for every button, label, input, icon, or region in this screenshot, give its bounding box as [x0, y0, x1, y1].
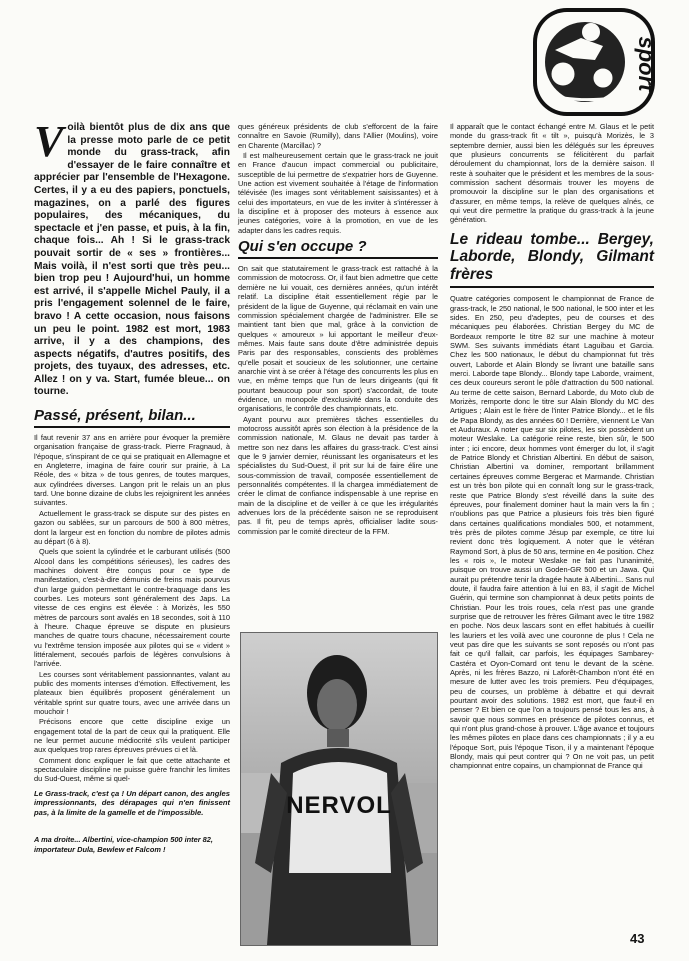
paragraph: Il apparaît que le contact échangé entre M. Glaus et le petit monde du grass-track fit « tilt », puisqu'à Morizès, le 3 septembre dernier, aussi bien les délégués sur les épreuves que plusieurs concurrents se félicitèrent du parfait déroulement du championnat, lors de la dernière saison. Il reste à souhaiter que le président et les membres de la sous-commission sachent désormais trouver les moyens de promouvoir la discipline sur le plan des organisations et d'assurer, en même temps, la relève de quelques aînés, ce qui veut dire permettre la pratique du grass-track à la jeune génération.: [450, 122, 654, 225]
section-heading-qui: Qui s'en occupe ?: [238, 238, 438, 259]
column-3: [450, 122, 654, 772]
section-heading-rideau: Le rideau tombe... Bergey, Laborde, Blondy, Gilmant frères: [450, 231, 654, 289]
sport-logo-text: sport: [634, 36, 659, 92]
sport-logo: [533, 8, 659, 116]
rider-photo: [240, 632, 438, 946]
paragraph: Précisons encore que cette discipline exige un engagement total de la part de ceux qui la pratiquent. Elle ne leur permet aucune médiocrité s'ils veulent participer aux quelques trop rares épreuves prévues ci et là.: [34, 717, 230, 755]
paragraph: Actuellement le grass-track se dispute sur des pistes en gazon ou sablées, sur un parcours de 500 à 800 mètres, dont la largeur est en fonction du nombre de pilotes admis au départ (6 à 8).: [34, 508, 230, 546]
intro-paragraph: [34, 117, 230, 399]
paragraph: Quels que soient la cylindrée et le carburant utilisés (500 Alcool dans les compétitions sérieuses), les cadres des machines doivent être conçus pour ce type de manifestation, c'est-à-dire démunis de freins mais pourvus d'un large guidon permettant le contre-braquage dans les courbes. Les moteurs sont généralement des Japs. La vitesse de ces engins est élevée : à Morizès, les 550 mètres de parcours sont avalés en 18 secondes, soit à 110 à l'heure. Chaque épreuve se dispute en plusieurs manches de quatre tours chacune, nécessairement courte vu l'extrême tension imposée aux pilotes qui se « vident » littéralement, secoués parfois de légères convulsions à l'arrivée.: [34, 547, 230, 669]
paragraph: Il faut revenir 37 ans en arrière pour évoquer la première organisation française de grass-track. Pierre Fragnaud, à l'époque, s'inspirant de ce qui se pratiquait en Allemagne et en Angleterre, imagina de faire courir sur prairie, à La Réole, des « bitza » de tous genres, de toutes marques, aux cylindrées diverses. Langon prit le relais un an plus tard. Une bonne dizaine de clubs les rejoignirent les années suivantes.: [34, 433, 230, 508]
photo-caption-albertini: A ma droite... Albertini, vice-champion 500 inter 82, importateur Dula, Bewlew et Falcom !: [34, 835, 213, 854]
bib-text: NERVOL: [286, 792, 392, 819]
paragraph: Les courses sont véritablement passionnantes, valant au public des moments intenses d'émotion. Effectivement, les plateaux bien équilibrés proposent généralement un véritable sprint sur quatre tours, avec une arrivée dans un mouchoir !: [34, 669, 230, 717]
paragraph: Ayant pourvu aux premières tâches essentielles du motocross aussitôt après son élection à la présidence de la commission nationale, M. Glaus ne devait pas tarder à mettre son nez dans les affaires du grass-track. C'est ainsi que le 9 janvier dernier, réunissant les organisateurs et les spécialistes du Sud-Ouest, il prit sur lui de faire élire une sous-commission de travail, composée essentiellement de personnalités compétentes. Il la chargea immédiatement de créer le climat de confiance indispensable à une reprise en main de la discipline et de veiller à ce que les irrégularités advenues lors de la précédente saison ne se reproduisent pas. Il fit, peu de temps après, officialiser ladite sous-commission par le comité directeur de la FFM.: [238, 414, 438, 536]
paragraph: Comment donc expliquer le fait que cette attachante et spectaculaire discipline ne puisse guère franchir les limites du Sud-Ouest, même si quel-: [34, 755, 230, 784]
photo-caption-grass-track: Le Grass-track, c'est ça ! Un départ canon, des angles impressionnants, des dérapages qui n'en finissent pas, à la limite de la gamelle et de l'impossible.: [34, 788, 230, 817]
paragraph: Quatre catégories composent le championnat de France de grass-track, le 250 national, le 500 national, le 500 inter et les sides. En 250, peu d'adeptes, peu de courses et des mécaniques peu élaborées. Christian Bergey du MC de Bordeaux remporte le titre 82 sur une machine à moteur SWM. Ses suivants immédiats étant Laguibau et Garcia. Chez les 500 nationaux, le début du championnat fut très ouvert, Laborde et Alain Blondy se livrant une bataille sans merci. Laborde tape Blondy... Blondy tape Laborde, vraiment, ces deux coureurs seront le pôle d'attraction du 500 national. Au terme de cette saison, Bernard Laborde, du Moto club de Morizès, remporte donc le titre sur Alain Blondy du MC des Artigues ; Alain est le frère de l'inter Patrice Blondy... et le fils de Papa Blondy, as des années 60 ! Derrière, viennent Le Van et Auduraux. A noter que sur six pilotes, les six possèdent un moteur Weslake. La catégorie reine reste, bien sûr, le 500 inter ; ici encore, deux hommes vont émerger du lot, il s'agit de Patrice Blondy et Christian Albertini. En début de saison, Christian Albertini va dominer, remportant brillamment certaines épreuves comme Bergerac et Marmande. Christian est un très bon pilote qui en connaît long sur le grass-track, reste que Patrice Blondy s'est réveillé dans la suite des épreuves, pour finalement dominer haut la main vers la fin ; n'oublions pas que Patrice a plusieurs fois très bien figuré dans certaines qualifications mondiales 500, et notamment, très près de pilotes comme Jésup par exemple, ce titre lui revient donc très logiquement. A noter que le vétéran Raymond Sort, à plus de 50 ans, termine en 4e position. Chez les « rois », le moteur Weslake ne fait pas l'unanimité, puisque on trouve aussi un Goden-GR 500 et un Jawa. Qui aurait pu prétendre tenir la dragée haute à Albertini... Sans nul doute, il faudra faire attention à lui en 83, il s'agit de Michel Guérin, qui termine son championnat à deux petits points de Christian. Pour les trois roues, cela n'est pas une grande surprise que de retrouver les frères Gilmant avec le titre 1982 en poche. Nos deux lascars sont en effet habitués à cueillir les lauriers et les voilà avec une couronne de plus ! Cela ne veut pas dire que les suivants se sont reposés ou n'ont pas fait ce qu'il fallait, car parfois, les équipages Sambarey-Castéra et Oyon-Comard ont tenu le devant de la scène. Après, ni les frères Bazzo, ni Laforêt-Chambon n'ont été en mesure de lutter avec les trois premiers. Peu d'équipages, peu de courses, un problème à débattre et qui devrait pourtant avoir des solutions. 1982 est mort, que faut-il en penser ? Et bien ce que l'on a toujours pensé tous les ans, à savoir que nous sommes en présence de pilotes connus, et qui n'ont plus grand-chose à prouver. L'âge avance et toujours les mêmes pilotes en place dans ces championnats ; il y a eu l'époque Sort, puis l'époque Tison, il y a maintenant l'époque Blondy, mais qui peut contrer qui ? On ne voit pas, un petit championnat entre copains, un championnat de France qui: [450, 294, 654, 771]
paragraph: On sait que statutairement le grass-track est rattaché à la commission de motocross. Or, il faut bien admettre que cette dernière ne lui vouait, ces dernières années, qu'un intérêt relatif. La discipline était essentiellement régie par le président de la ligue de Guyenne, qui réclamait en vain une commission spécialement chargée de l'administrer. Elle se maintient tant bien que mal, grâce à la conviction de quelques « amoureux » lui apportant le meilleur d'eux-mêmes. Mais faute sans doute d'être administrée depuis Paris par des responsables, conscients des problèmes qu'elle posait et soucieux de les solutionner, une certaine anarchie vint à se créer à l'étage des concurrents les plus en vue, en même temps que l'un de leurs dirigeants (qui fit pourtant beaucoup pour son sport) s'accordait, de toute évidence, un monopole d'exclusivité dans la conduite des organisations, le contrôle des championnats, etc.: [238, 264, 438, 414]
paragraph: ques généreux présidents de club s'efforcent de la faire connaître en Savoie (Rumilly), dans l'Allier (Moulins), voire en Charente (Marcillac) ?: [238, 122, 438, 150]
column-1: [34, 117, 230, 854]
drop-cap: V: [34, 117, 64, 166]
page-number: 43: [630, 931, 645, 946]
section-heading-passe: Passé, présent, bilan...: [34, 407, 230, 428]
column-2: [238, 122, 438, 537]
paragraph: Il est malheureusement certain que le grass-track ne jouit en France d'aucun impact commercial ou publicitaire, susceptible de lui permettre de s'expatrier hors de Guyenne. Une action est vivement souhaitée à l'étage de l'information télévisée (les images sont véritablement saisissantes) et à celui des importateurs, en vue de les inviter à s'intéresser à la discipline et à proposer des moteurs à essence aux jeunes catégories, voire à la promotion, en vue de les adapter dans les cadres requis.: [238, 151, 438, 235]
intro-text: oilà bientôt plus de dix ans que la presse moto parle de ce petit monde du grass-track, afin d'essayer de le faire connaître et apprécier par l'ensemble de l'Hexagone. Certes, il y a eu des papiers, ponctuels, magazines, on a parlé des figures populaires, des mécaniques, du spectacle et j'en passe, et puis, à la fin, chaque fois... Ah ! Si le grass-track pouvait sortir de « ses » frontières... Mais voilà, il n'est sorti que très peu... bien trop peu ! Aujourd'hui, un homme est arrivé, il s'appelle Michel Pauly, il a pris l'engagement solennel de le faire, bravo ! A cette occasion, nous faisons un peu le point. 1982 est mort, 1983 arrive, il y a des champions, des aspects négatifs, d'autres positifs, des projets, des tuyaux, des adresses, etc. Allez ! on y va. Start, fumée bleue... on tourne.: [34, 122, 230, 398]
